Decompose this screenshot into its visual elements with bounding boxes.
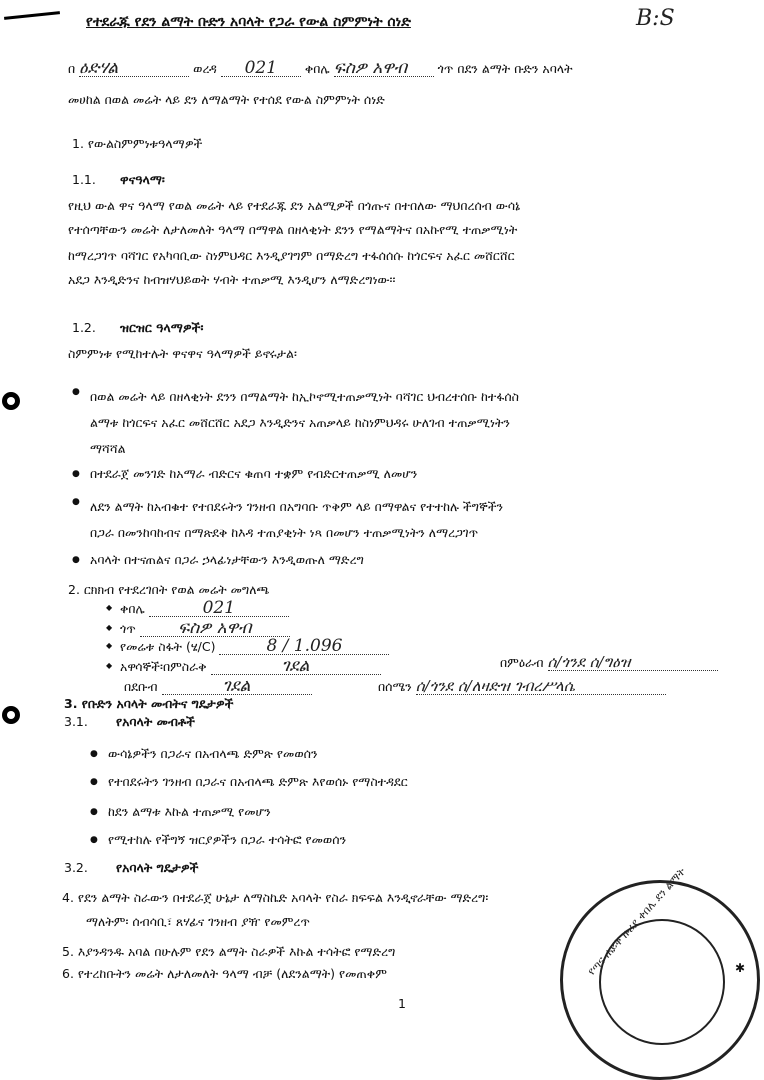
section-3-heading: 3. የቡድን አባላት መብትና ግዴታዎች bbox=[64, 696, 234, 711]
objective-line: በጋራ በመንከባከብና በማጽደቅ ከእዳ ተጠያቂነት ነጻ በመሆን ተጠቃሚነትን ለማረጋገጥ bbox=[90, 525, 479, 540]
right-item: ● የተበደሩትን ገንዘብ በጋራና በአብላጫ ድምጽ እየወሰኑ የማስተዳደር bbox=[108, 774, 408, 790]
intro-line-1 bbox=[68, 60, 573, 77]
objective-line: ልማቱ ከጎርፍና አፈር መሸርሸር አደጋ እንዲድንና አጠቃላይ ከስነምህዳሩ ሁለገብ ተጠቃሚነትን bbox=[90, 415, 510, 430]
kebele-value: 021 bbox=[221, 60, 301, 77]
stamp-star-icon: ✱ bbox=[735, 961, 746, 975]
section-3-1-number: 3.1. bbox=[64, 714, 88, 729]
section-4-line-2: ማለትም፡ ሰብሳቢ፣ ጸሃፊና ገንዘብ ያዥ የመምረጥ bbox=[86, 914, 310, 929]
right-item: ● ውሳኔዎችን በጋራና በአብላጫ ድምጽ የመወሰን bbox=[108, 746, 318, 762]
section-1-1-title: ዋናዓላማ፡ bbox=[120, 172, 165, 187]
document-title: የተደራጁ የደን ልማት ቡድን አባላት የጋራ የውል ስምምነት ሰነድ bbox=[86, 14, 411, 30]
kebele-label: ቀበሌ bbox=[304, 61, 330, 76]
section-3-2-title: የአባላት ግዴታዎች bbox=[116, 860, 199, 875]
woreda-label: ወረዳ bbox=[193, 61, 217, 76]
intro-prefix: በ bbox=[68, 61, 76, 76]
section-1-2-intro: ስምምነቱ የሚከተሉት ዋናዋና ዓላማዎች ይኖሩታል፡ bbox=[68, 346, 297, 361]
right-item: ● ከደን ልማቱ እኩል ተጠቃሚ የመሆን bbox=[108, 804, 271, 820]
section-1-2-number: 1.2. bbox=[72, 320, 96, 335]
section-1-1-number: 1.1. bbox=[72, 172, 96, 187]
punch-hole-bottom bbox=[2, 706, 20, 724]
land-area-row bbox=[120, 638, 389, 655]
section-3-1-title: የአባላት መብቶች bbox=[116, 714, 195, 729]
page-number: 1 bbox=[398, 996, 406, 1011]
border-east-label: አዋሳኞች፡በምስራቅ bbox=[120, 659, 207, 674]
land-area-value: 8 / 1.096 bbox=[219, 638, 389, 655]
objective-item bbox=[90, 384, 519, 462]
purpose-line: የዚህ ውል ዋና ዓላማ የወል መሬት ላይ የተደራጁ ደን አልሚዎች በጎጡና በተበለው ማህበረሰብ ውሳኔ bbox=[68, 198, 521, 213]
right-item: ● የሚተከሉ የችግኝ ዝርያዎችን በጋራ ተሳትፎ የመወሰን bbox=[108, 832, 346, 848]
land-got-label: ጎጥ bbox=[120, 621, 136, 636]
objective-line: ማሻሻል bbox=[90, 441, 126, 456]
land-got-value: ፍስዎ አዋብ bbox=[140, 620, 290, 637]
land-border-north-row bbox=[378, 678, 666, 695]
border-south-value: ሰ/ጎንደ ሰ/ለዛድዝ ገብረሥላሴ bbox=[416, 678, 666, 695]
official-stamp bbox=[560, 865, 760, 1080]
border-north-label: በደቡብ bbox=[124, 679, 158, 694]
land-kebele-row bbox=[120, 600, 289, 617]
page-code: B:S bbox=[636, 6, 675, 31]
objective-line: ● ለደን ልማት ከአብቁተ የተበደሩትን ገንዘብ በአግባቡ ጥቅም ላይ በማዋልና የተተከሉ ችግኞችን bbox=[90, 499, 504, 514]
section-5-line: 5. እያንዳንዱ አባል በሁሉም የደን ልማት ስራዎች እኩል ተሳትፎ የማድረግ bbox=[62, 944, 396, 959]
purpose-line: አደጋ እንዲድንና ከብዝሃህይወት ሃብት ተጠቃሚ እንዲሆን ለማድረግነው፡፡ bbox=[68, 272, 396, 287]
punch-hole-top bbox=[2, 392, 20, 410]
land-area-label: የመሬቱ ስፋት (ሄ/C) bbox=[120, 639, 216, 654]
stamp-text: የጣና ሐይቅ ዙሪያ ቀበሌ ደን ልማት bbox=[585, 865, 689, 978]
intro-line-2: መሀከል በወል መሬት ላይ ደን ለማልማት የተሰደ የውል ስምምነት ሰነድ bbox=[68, 92, 385, 107]
intro-line1-rest: ጎጥ በደን ልማት ቡድን አባላት bbox=[437, 61, 573, 76]
border-south-label: በሰሜን bbox=[378, 679, 412, 694]
got-value: ፍስዎ አዋብ bbox=[334, 60, 434, 77]
land-border-east-row bbox=[120, 658, 381, 675]
objective-item bbox=[90, 494, 503, 546]
section-4-line-1: 4. የደን ልማት ስራውን በተደራጀ ሁኔታ ለማስኬድ አባላት የስራ ክፍፍል እንዲኖራቸው ማድረግ፡ bbox=[62, 890, 489, 905]
purpose-line: ከማረጋገጥ ባሻገር የአካባቢው ስነምህዳር እንዲያገግም በማድረግ ተፋሰሰሱ ከጎርፍና አፈር መሸርሸር bbox=[68, 248, 515, 263]
land-kebele-label: ቀበሌ bbox=[120, 601, 145, 616]
border-east-value: ገደል bbox=[211, 658, 381, 675]
border-west-label: በምዕራብ bbox=[500, 655, 544, 670]
section-3-2-number: 3.2. bbox=[64, 860, 88, 875]
objective-line: ● አባላት በተናጠልና በጋራ ኃላፊነታቸውን እንዲወጡለ ማድረግ bbox=[90, 552, 364, 567]
objective-line: ● በተደራጀ መንገድ ከአማራ ብድርና ቁጠባ ተቋም የብድርተጠቃሚ ለመሆን bbox=[90, 466, 418, 481]
border-west-value: ሰ/ጎንደ ሰ/ግዕዝ bbox=[548, 654, 718, 671]
objective-line: ● በወል መሬት ላይ በዘላቂነት ደንን በማልማት ከኢኮኖሚተጠቃሚነት ባሻገር ህብረተሰቡ ከተፋሰስ bbox=[90, 389, 520, 404]
land-border-south-row bbox=[124, 678, 312, 695]
objective-item bbox=[90, 466, 417, 482]
woreda-value: ዕድሃል bbox=[79, 60, 189, 77]
land-border-west-row bbox=[500, 654, 718, 671]
land-got-row bbox=[120, 620, 290, 637]
section-6-line: 6. የተረከቡትን መሬት ለታለመለት ዓላማ ብቻ (ለደንልማት) የመጠቀም bbox=[62, 966, 387, 981]
land-kebele-value: 021 bbox=[149, 600, 289, 617]
border-north-value: ገደል bbox=[162, 678, 312, 695]
purpose-line: የተሰጣቸውን መሬት ለታለመለት ዓላማ በማዋል በዘላቂነት ደንን የማልማትና በአኩየሚ ተጠቃሚነት bbox=[68, 222, 518, 237]
pen-stroke bbox=[4, 11, 60, 20]
section-1-2-title: ዝርዝር ዓላማዎች፡ bbox=[120, 320, 204, 335]
objective-item bbox=[90, 552, 364, 568]
section-1-heading: 1. የውልስምምነቱዓላማዎች bbox=[72, 136, 203, 151]
section-2-heading: 2. ርክክብ የተደረገበት የወል መሬት መግለጫ bbox=[68, 582, 270, 597]
